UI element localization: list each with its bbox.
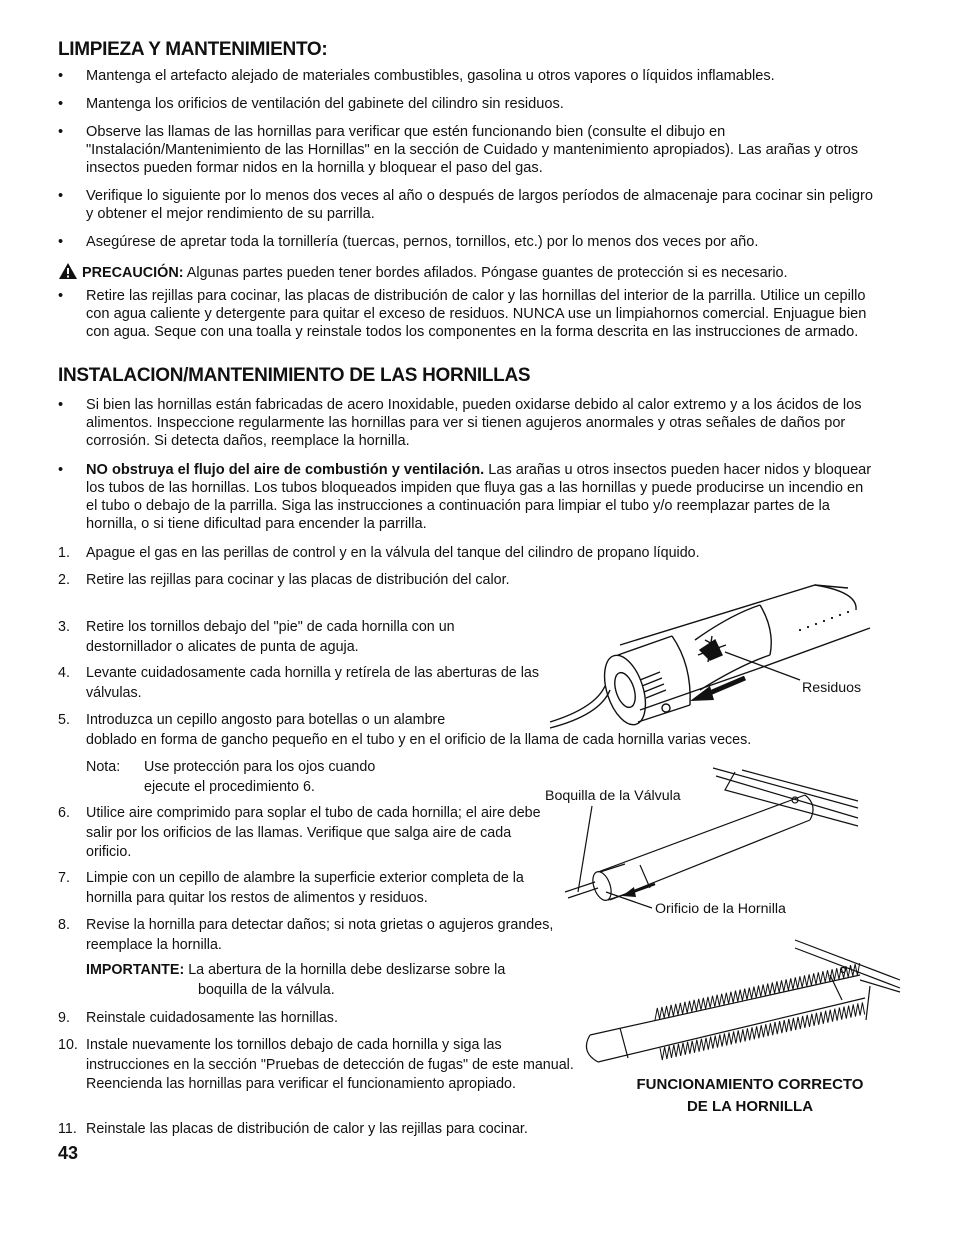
note-label: Nota: [86, 759, 121, 775]
bullet-item: • Mantenga los orificios de ventilación del gabinete del cilindro sin residuos. [58, 96, 564, 112]
page-number: 43 [58, 1143, 79, 1163]
caution-label: PRECAUCIÓN: [82, 265, 184, 281]
step-10: 10. Instale nuevamente los tornillos debajo de cada hornilla y siga las instrucciones en la sección "Pruebas de detección de fugas" de este manual. Reencienda las hornillas para verificar el funcionamiento apropiado. [58, 1037, 574, 1093]
label-residuos: Residuos [802, 680, 862, 696]
step-9: 9. Reinstale cuidadosamente las hornillas. [58, 1010, 338, 1026]
step-8: 8. Revise la hornilla para detectar daños; si nota grietas o agujeros grandes, reemplace la hornilla. [58, 917, 554, 953]
note-line-2: ejecute el procedimiento 6. [144, 778, 315, 795]
step-6: 6. Utilice aire comprimido para soplar el tubo de cada hornilla; el aire debe salir por los orificios de las llamas. Verifique que salga aire de cada orificio. [58, 805, 541, 861]
bullet-item: • Mantenga el artefacto alejado de materiales combustibles, gasolina u otros vapores o líquidos inflamables. [58, 68, 775, 84]
step-11: 11. Reinstale las placas de distribución de calor y las rejillas para cocinar. [58, 1121, 528, 1137]
important-line-1: La abertura de la hornilla debe deslizarse sobre la [184, 962, 506, 978]
caution-text: Algunas partes pueden tener bordes afilados. Póngase guantes de protección si es necesario. [183, 265, 788, 281]
bullet-item: • Si bien las hornillas están fabricadas de acero Inoxidable, pueden oxidarse debido al calor extremo y a los ácidos de los alimentos. Inspeccione regularmente las hornillas para ver si tienen agujeros anormales y otras señales de daños por corrosión. Si detecta daños, reemplace la hornilla. [58, 397, 862, 449]
bullet-item: • Verifique lo siguiente por lo menos dos veces al año o después de largos períodos de almacenaje para cocinar sin peligro y obtener el mejor rendimiento de su parrilla. [58, 188, 873, 222]
bullet-item: • NO obstruya el flujo del aire de combustión y ventilación. Las arañas u otros insectos pueden hacer nidos y bloquear los tubos de las hornillas. Los tubos bloqueados impiden que fluya gas a las hornillas y puede producirse un incendio en el tubo o debajo de la parrilla. Siga las instrucciones a continuación para limpiar el tubo y/o reemplazar partes de la hornilla, o si tiene dificultad para encender la parrilla. [58, 462, 872, 532]
figure-caption [600, 1074, 900, 1118]
caption-line-1: FUNCIONAMIENTO CORRECTO [636, 1076, 864, 1093]
step-1: 1. Apague el gas en las perillas de control y en la válvula del tanque del cilindro de propano líquido. [58, 545, 700, 561]
bullet-item: • Retire las rejillas para cocinar, las placas de distribución de calor y las hornillas del interior de la parrilla. Utilice un cepillo con agua caliente y detergente para quitar el exceso de residuos. NUNCA use un limpiahornos comercial. Enjuague bien con agua. Seque con una toalla y reinstale todos los componentes en la forma descrita en las instrucciones de armado. [58, 288, 867, 340]
bullet-item: • Observe las llamas de las hornillas para verificar que estén funcionando bien (consulte el dibujo en "Instalación/Mantenimiento de las Hornillas" en la sección de Cuidado y mantenimiento apropiados). Las arañas y otros insectos pueden formar nidos en la hornilla y bloquear el paso del gas. [58, 124, 859, 176]
caption-line-2: DE LA HORNILLA [686, 1098, 814, 1115]
bullet-text: Las arañas u otros insectos pueden hacer nidos y bloquear los tubos de las hornillas. Los tubos bloqueados impiden que fluya gas a las hornillas y puede producirse un incendio en el tubo o debajo de la parrilla. Siga las instrucciones a continuación para limpiar el tubo y/o reemplazar partes de la hornilla, o si tiene dificultad para encender la parrilla. [86, 462, 872, 532]
bullet-item: • Asegúrese de apretar toda la tornillería (tuercas, pernos, tornillos, etc.) por lo menos dos veces por año. [58, 234, 759, 250]
important-line-2: boquilla de la válvula. [198, 981, 335, 998]
note-line-1: Use protección para los ojos cuando [144, 759, 376, 775]
step-7: 7. Limpie con un cepillo de alambre la superficie exterior completa de la hornilla para quitar los restos de alimentos y residuos. [58, 870, 524, 906]
label-orificio: Orificio de la Hornilla [655, 901, 786, 917]
step-2: 2. Retire las rejillas para cocinar y las placas de distribución del calor. [58, 572, 510, 588]
step-3: 3. Retire los tornillos debajo del "pie" de cada hornilla con un destornillador o alicates de punta de aguja. [58, 619, 455, 655]
section-title-limpieza: LIMPIEZA Y MANTENIMIENTO: [58, 39, 328, 60]
step-5: 5. Introduzca un cepillo angosto para botellas o un alambre doblado en forma de gancho pequeño en el tubo y en el orificio de la llama de cada hornilla varias veces. [58, 712, 752, 748]
step-4: 4. Levante cuidadosamente cada hornilla y retírela de las aberturas de las válvulas. [58, 665, 540, 701]
label-boquilla: Boquilla de la Válvula [545, 788, 681, 804]
section-title-hornillas: INSTALACION/MANTENIMIENTO DE LAS HORNILLAS [58, 365, 531, 386]
bullet-bold-text: NO obstruya el flujo del aire de combustión y ventilación. [86, 462, 485, 478]
important-label: IMPORTANTE: [86, 962, 185, 978]
